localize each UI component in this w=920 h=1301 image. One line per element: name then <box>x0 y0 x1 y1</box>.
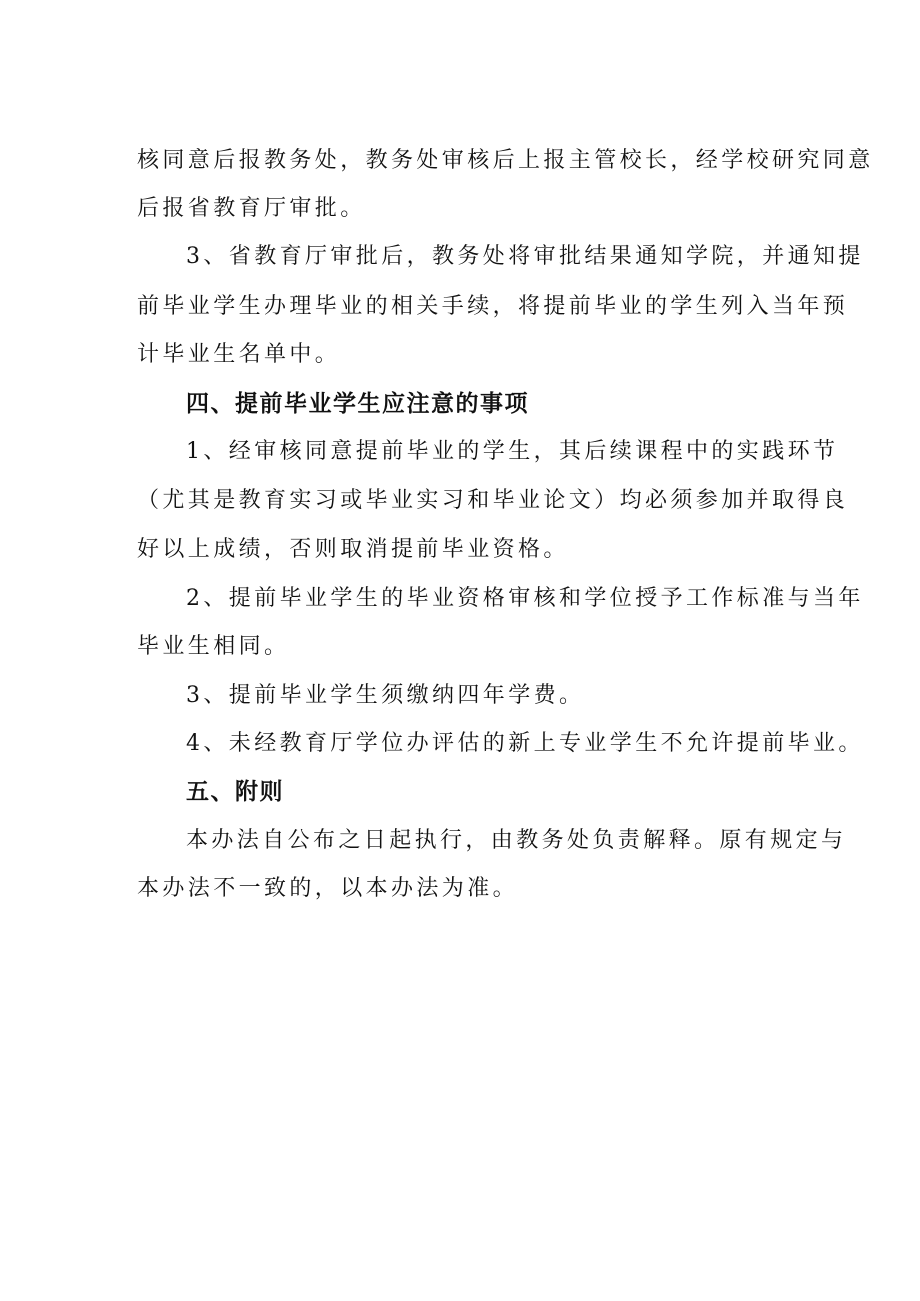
paragraph-line: 2、提前毕业学生的毕业资格审核和学位授予工作标准与当年 <box>186 586 864 611</box>
paragraph-line: 本办法不一致的，以本办法为准。 <box>137 876 519 901</box>
paragraph-line: 核同意后报教务处，教务处审核后上报主管校长，经学校研究同意 <box>137 148 874 173</box>
paragraph-line: 4、未经教育厅学位办评估的新上专业学生不允许提前毕业。 <box>186 731 864 756</box>
paragraph-line: 3、提前毕业学生须缴纳四年学费。 <box>186 683 585 708</box>
paragraph-line: （尤其是教育实习或毕业实习和毕业论文）均必须参加并取得良 <box>137 488 849 513</box>
paragraph-line: 前毕业学生办理毕业的相关手续，将提前毕业的学生列入当年预 <box>137 294 849 319</box>
paragraph-line: 3、省教育厅审批后，教务处将审批结果通知学院，并通知提 <box>186 244 864 269</box>
paragraph-line: 本办法自公布之日起执行，由教务处负责解释。原有规定与 <box>186 828 847 853</box>
paragraph-line: 1、经审核同意提前毕业的学生，其后续课程中的实践环节 <box>186 439 839 464</box>
section-heading-5: 五、附则 <box>186 779 284 805</box>
paragraph-line: 好以上成绩，否则取消提前毕业资格。 <box>137 537 569 562</box>
paragraph-line: 毕业生相同。 <box>137 634 290 659</box>
section-heading-4: 四、提前毕业学生应注意的事项 <box>186 391 529 417</box>
paragraph-line: 计毕业生名单中。 <box>137 342 341 367</box>
paragraph-line: 后报省教育厅审批。 <box>137 196 366 221</box>
